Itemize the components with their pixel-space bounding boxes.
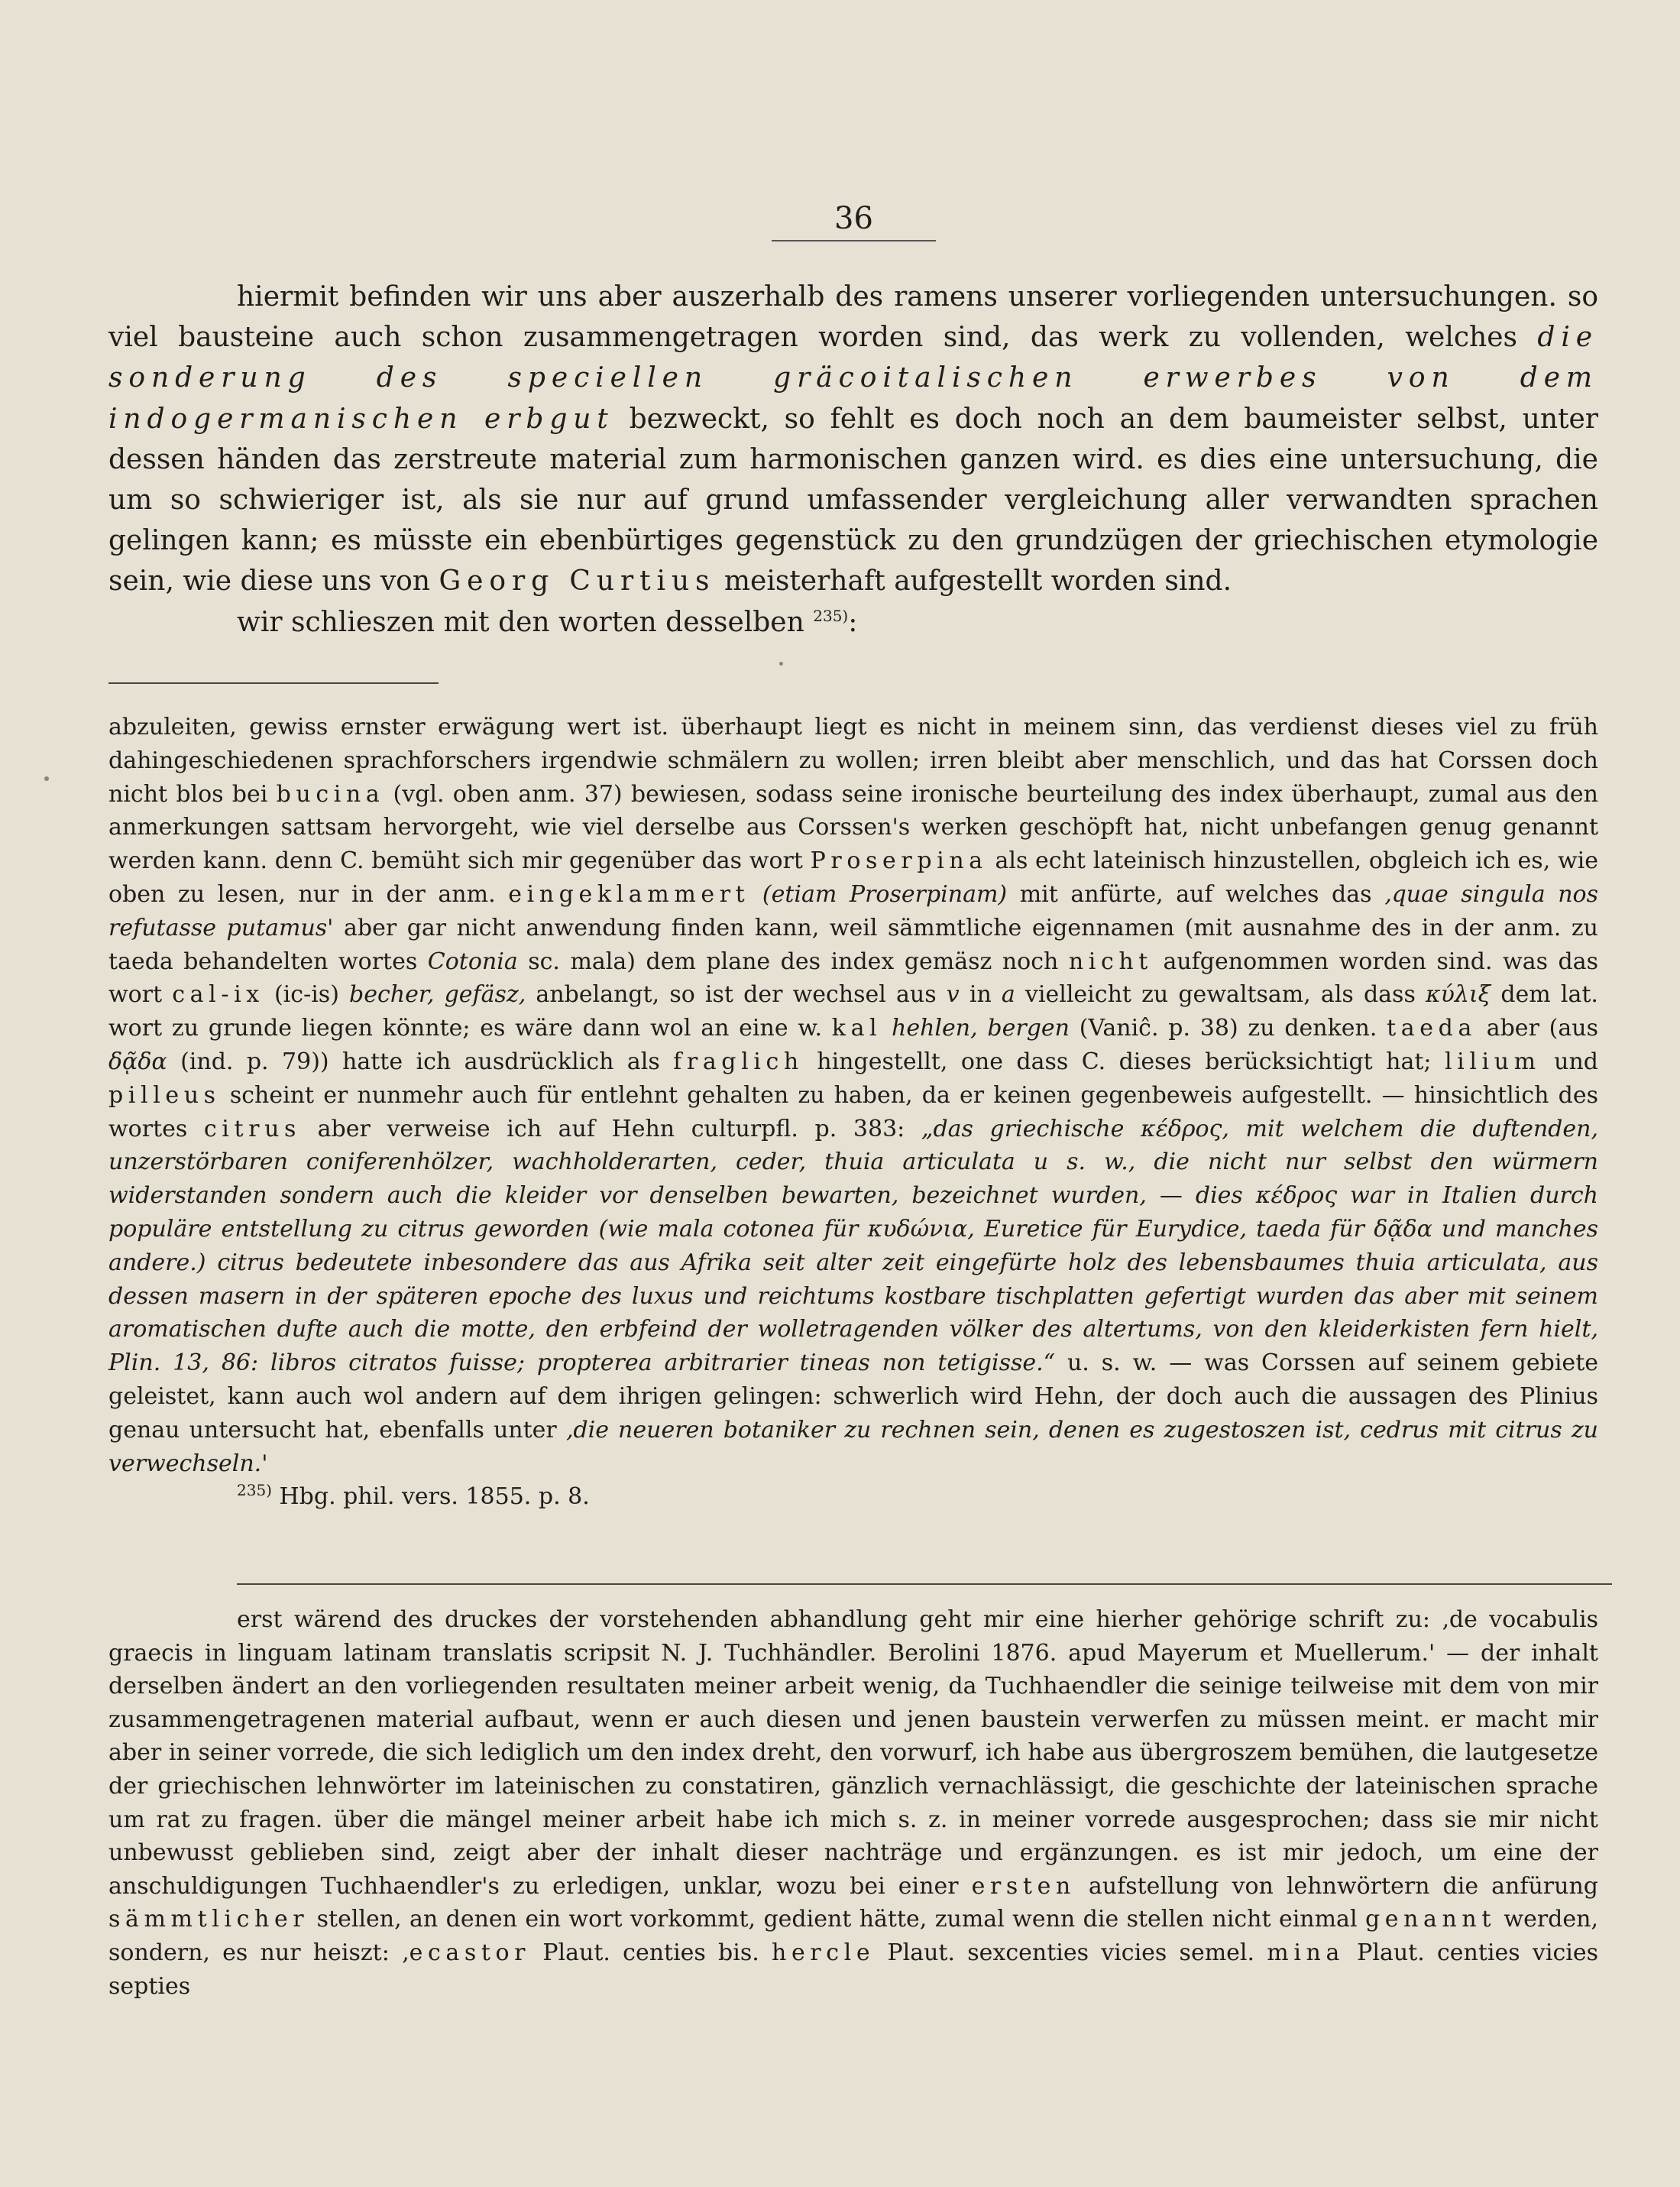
- main-text-segment: meisterhaft aufgestellt worden sind.: [715, 565, 1232, 598]
- spaced-word: pilleus: [108, 1081, 221, 1109]
- footnote-number: 235): [237, 1481, 272, 1500]
- footnote-segment: abzuleiten, gewiss ernster erwägung wert ist. überhaupt liegt es nicht in meinem sinn, das verdienst dieses viel zu früh dahingeschiedenen sprachforschers irgendwie schmälern zu wollen; irren bleibt aber menschlich, und das hat Corssen doch nicht blos bei: [108, 714, 1598, 808]
- footnote-segment: sc. mala) dem plane des index gemäsz noch: [517, 948, 1069, 975]
- italic-letter: a: [1001, 981, 1015, 1009]
- section-separator: [237, 1583, 1612, 1585]
- footnote-segment: mit anfürte, auf welches das: [1007, 880, 1385, 908]
- italic-quotation: „das griechische κέδρος, mit welchem die duftenden, unzerstörbaren coniferenhölzer, wachholderarten, ceder, thuia articulata u s. w., die nicht nur selbst den würmern widerstanden sondern auch die kleider vor denselben bewarten, bezeichnet wurden, — dies κέδρος war in Italien durch populäre entstellung zu citrus geworden (wie mala cotonea für κυδώνια, Euretice für Eurydice, taeda für δᾷδα und manches andere.) citrus bedeutete inbesondere das aus Afrika seit alter zeit eingefürte holz des lebensbaumes thuia articulata, aus dessen masern in der späteren epoche des luxus und reichtums kostbare tischplatten gefertigt wurden das aber mit seinem aromatischen dufte auch die motte, den erbfeind der wolletragenden völker des altertums, von den kleiderkisten fern hielt, Plin. 13, 86: libros citratos fuisse; propterea arbitrarier tineas non tetigisse.“: [108, 1115, 1598, 1377]
- spaced-word: taeda: [1387, 1015, 1477, 1042]
- footnote-235: [108, 1480, 1598, 1514]
- greek-word: δᾷδα: [108, 1048, 167, 1075]
- spaced-word: bucina: [276, 780, 385, 808]
- spaced-word: lilium: [1444, 1048, 1541, 1075]
- paper-speck: [44, 776, 49, 781]
- footnote-segment: und: [1540, 1048, 1598, 1075]
- addendum-segment: erst wärend des druckes der vorstehenden abhandlung geht mir eine hierher gehörige schrift zu: ‚de vocabulis graecis in linguam latinam translatis scripsit N. J. Tuchhändler. Berolini 1876. apud Mayerum et Muellerum.' — der inhalt derselben ändert an den vorliegenden resultaten meiner arbeit wenig, da Tuchhaendler die seinige teilweise mit dem von mir zusammengetragenen material aufbaut, wenn er auch diesen und jenen baustein verwerfen zu müssen meint. er macht mir aber in seiner vorrede, die sich lediglich um den index dreht, den vorwurf, ich habe aus übergroszem bemühen, die lautgesetze der griechischen lehnwörter im lateinischen zu constatiren, gänzlich vernachlässigt, die geschichte der lateinischen sprache um rat zu fragen. über die mängel meiner arbeit habe ich mich s. z. in meiner vorrede ausgesprochen; dass sie mir nicht unbewusst geblieben sind, zeigt aber der inhalt dieser nachträge und ergänzungen. es ist mir jedoch, um eine der anschuldigungen Tuchhaendler's zu erledigen, unklar, wozu bei einer: [108, 1606, 1598, 1900]
- spaced-word: kal: [831, 1015, 882, 1042]
- main-text-segment: wir schlieszen mit den worten desselben: [237, 606, 814, 638]
- footnote-block: [108, 711, 1598, 1514]
- footnote-segment: hingestellt, one dass C. dieses berücksichtigt hat;: [803, 1048, 1445, 1075]
- addendum-segment: werden, sondern, es nur heiszt: ‚: [108, 1906, 1598, 1966]
- main-text: [108, 277, 1598, 643]
- footnote-segment: als echt lateinisch hinzustellen, obgleich ich es, wie oben zu lesen, nur in der anm.: [108, 847, 1598, 908]
- page-number: 36: [772, 197, 936, 241]
- greek-word: κύλιξ: [1425, 981, 1491, 1009]
- spaced-word: ecastor: [409, 1939, 531, 1966]
- addendum-segment: aufstellung von lehnwörtern die anfürung: [1075, 1872, 1598, 1900]
- addendum-paragraph: [108, 1603, 1598, 2003]
- footnote-segment: aber verweise ich auf Hehn culturpfl. p. 383:: [301, 1115, 921, 1142]
- spaced-word: mina: [1267, 1939, 1345, 1966]
- footnote-segment: anbelangt, so ist der wechsel aus: [526, 981, 947, 1009]
- italic-phrase: becher, gefäsz,: [349, 981, 526, 1009]
- spaced-word: hercle: [772, 1939, 876, 1966]
- addendum-segment: Plaut. centies vicies septies: [108, 1939, 1598, 2000]
- spaced-italic-phrase: die sonderung des speciellen gräcoitalischen erwerbes von dem indogermanischen erbgut: [108, 322, 1598, 435]
- footnote-segment: aber gar nicht anwendung finden kann, weil sämmtliche eigennamen (mit ausnahme des in der anm. zu taeda behandelten wortes: [108, 914, 1599, 975]
- footnote-paragraph: [108, 711, 1598, 1480]
- addendum-segment: Plaut. centies bis.: [530, 1939, 772, 1966]
- paper-speck: [779, 662, 783, 666]
- italic-phrase: ‚quae singula nos refutasse putamus': [108, 880, 1598, 941]
- footnote-segment: vielleicht zu gewaltsam, als dass: [1015, 981, 1426, 1009]
- main-text-segment: bezweckt, so fehlt es doch noch an dem baumeister selbst, unter dessen händen das zerstreute material zum harmonischen ganzen wird. es dies eine untersuchung, die um so schwieriger ist, als sie nur auf grund umfassender vergleichung aller verwandten sprachen gelingen kann; es müsste ein ebenbürtiges gegenstück zu den grundzügen der griechischen etymologie sein, wie diese uns von: [108, 403, 1598, 598]
- main-paragraph-2: [108, 602, 1598, 643]
- author-name: Georg Curtius: [439, 565, 716, 598]
- italic-letter: v: [946, 981, 960, 1009]
- footnote-segment: (ind. p. 79)) hatte ich ausdrücklich als: [167, 1048, 674, 1075]
- footnote-segment: (vgl. oben anm. 37) bewiesen, sodass seine ironische beurteilung des index überhaupt, zumal aus den anmerkungen sattsam hervorgeht, wie viel derselbe aus Corssen's werken geschöpft hat, nicht unbefangen genug genannt werden kann. denn C. bemüht sich mir gegenüber das wort: [108, 780, 1598, 875]
- footnote-segment: u. s. w. — was Corssen auf seinem gebiete geleistet, kann auch wol andern auf dem ihrigen gelingen: schwerlich wird Hehn, der doch auch die aussagen des Plinius genau untersucht hat, ebenfalls unter: [108, 1349, 1598, 1443]
- footnote-segment: (Vaniĉ. p. 38) zu denken.: [1069, 1015, 1387, 1042]
- spaced-word: cal-ix: [172, 981, 264, 1009]
- footnote-segment: Hbg. phil. vers. 1855. p. 8.: [271, 1483, 590, 1511]
- italic-phrase: (etiam Proserpinam): [749, 880, 1008, 908]
- spaced-word: Proserpina: [810, 847, 988, 875]
- footnote-segment: dem lat. wort zu grunde liegen könnte; es wäre dann wol an eine w.: [108, 981, 1598, 1042]
- footnote-segment: (ic-is): [264, 981, 350, 1009]
- addendum-block: [108, 1603, 1598, 2003]
- addendum-segment: Plaut. sexcenties vicies semel.: [875, 1939, 1267, 1966]
- main-paragraph-1: [108, 277, 1598, 602]
- spaced-word: genannt: [1364, 1906, 1497, 1933]
- spaced-word: sämmtlicher: [108, 1906, 309, 1933]
- spaced-word: ersten: [971, 1872, 1076, 1900]
- footnote-segment: scheint er nunmehr auch für entlehnt gehalten zu haben, da er keinen gegenbeweis aufgestellt. — hinsichtlich des wortes: [108, 1081, 1598, 1142]
- footnote-segment: aufgenommen worden sind. was das wort: [108, 948, 1598, 1009]
- spaced-word: citrus: [203, 1115, 302, 1142]
- spaced-word: fraglich: [673, 1048, 804, 1075]
- main-text-segment: hiermit befinden wir uns aber auszerhalb des ramens unserer vorliegenden untersuchungen. so viel bausteine auch schon zusammengetragen worden sind, das werk zu vollenden, welches: [108, 281, 1598, 354]
- main-text-segment: :: [848, 606, 858, 638]
- footnote-segment: aber (aus: [1476, 1015, 1598, 1042]
- italic-quotation: ‚die neueren botaniker zu rechnen sein, denen es zugestoszen ist, cedrus mit citrus zu verwechseln.': [108, 1416, 1598, 1477]
- italic-phrase: Cotonia: [427, 948, 518, 975]
- footnote-separator: [108, 682, 439, 684]
- addendum-segment: stellen, an denen ein wort vorkommt, gedient hätte, zumal wenn die stellen nicht einmal: [309, 1906, 1365, 1933]
- italic-phrase: hehlen, bergen: [882, 1015, 1070, 1042]
- footnote-segment: in: [959, 981, 1002, 1009]
- spaced-word: eingeklammert: [508, 880, 750, 908]
- spaced-word: nicht: [1068, 948, 1153, 975]
- footnote-reference: 235): [813, 606, 849, 625]
